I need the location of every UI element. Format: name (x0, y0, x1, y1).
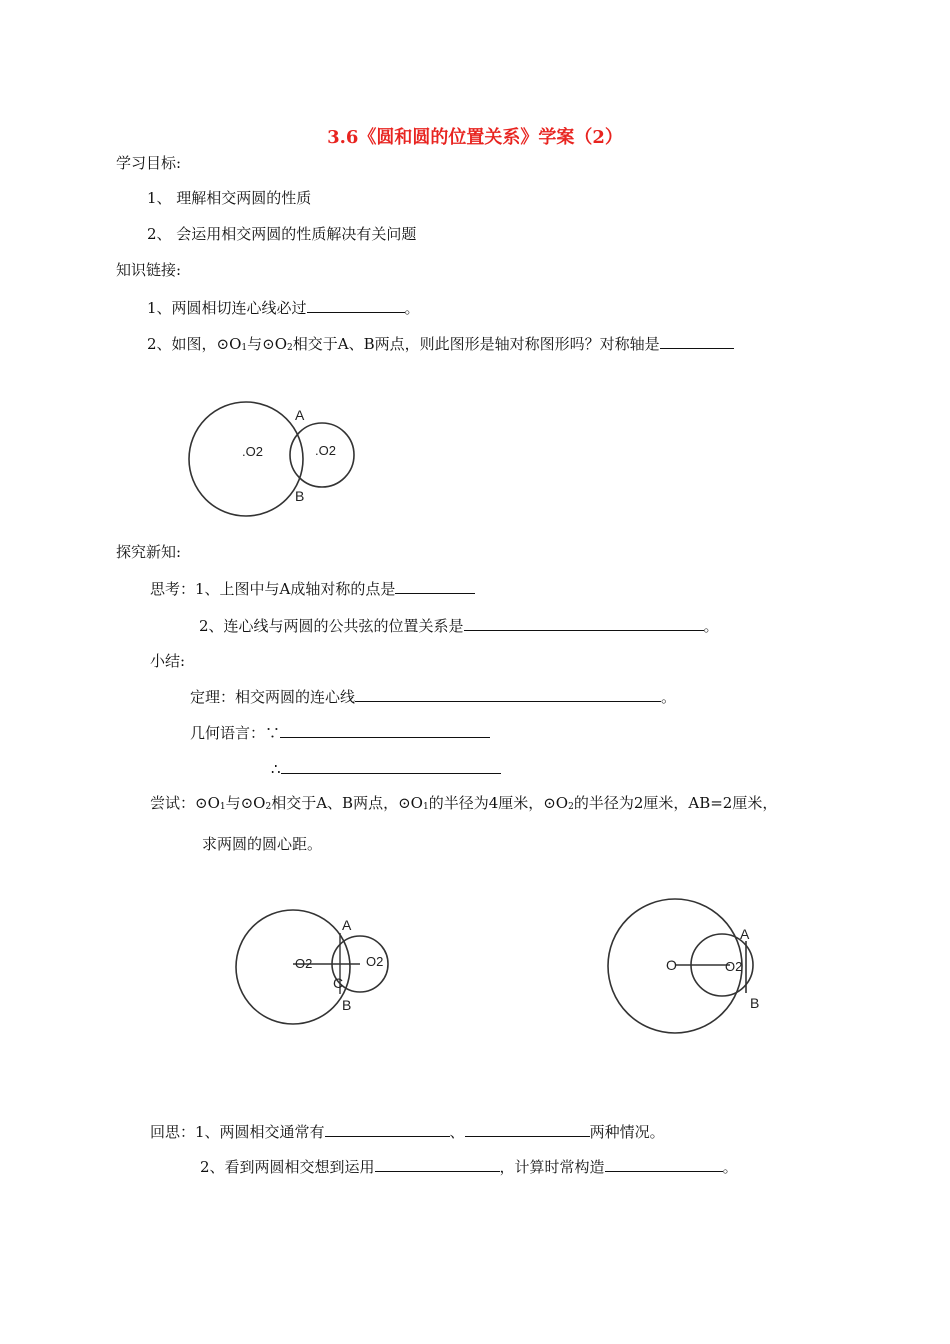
q2-subscript: 1 (241, 343, 248, 353)
goal-item-1: 1、 理解相交两圆的性质 (147, 189, 312, 207)
link-question-1 (147, 297, 420, 318)
point-b-label: B (295, 488, 305, 504)
theorem-text: 定理：相交两圆的连心线 (190, 688, 356, 706)
think2-suffix: 。 (703, 617, 719, 635)
point-b-label: B (750, 995, 760, 1011)
q2-text-b: 与⊙O (247, 335, 288, 353)
therefore-text: ∴ (271, 760, 281, 778)
try-text: 与⊙O (225, 794, 266, 812)
point-a-label: A (295, 407, 305, 423)
answer-blank[interactable] (605, 1156, 723, 1172)
center-o2-label: O2 (725, 959, 743, 974)
think-question-1 (150, 578, 475, 599)
reflect1-suffix: 两种情况。 (589, 1123, 665, 1141)
goals-heading: 学习目标: (116, 154, 182, 172)
reflect1-mid: 、 (449, 1123, 465, 1141)
point-b-label: B (342, 997, 352, 1013)
reflect1-prefix: 回思：1、两圆相交通常有 (150, 1123, 325, 1141)
try-text: 的半径为4厘米，⊙O (428, 794, 569, 812)
try-subscript: 1 (219, 802, 226, 812)
goal-item-2: 2、 会运用相交两圆的性质解决有关问题 (147, 225, 417, 243)
q2-subscript: 2 (287, 343, 293, 353)
reflect2-suffix: 。 (722, 1158, 738, 1176)
try-text: 尝试：⊙O (150, 794, 220, 812)
geo-therefore-line (271, 758, 501, 779)
q1-prefix: 1、两圆相切连心线必过 (147, 299, 307, 317)
point-a-label: A (740, 926, 750, 942)
think-question-2 (199, 615, 719, 636)
try-text: 相交于A、B两点，⊙O (271, 794, 423, 812)
q2-text-a: 2、如图，⊙O (147, 335, 242, 353)
answer-blank[interactable] (464, 615, 704, 631)
point-a-label: A (342, 917, 352, 933)
figure-intersecting-circles-3 (600, 895, 780, 1045)
theorem-suffix: 。 (661, 688, 677, 706)
answer-blank[interactable] (307, 297, 405, 313)
answer-blank[interactable] (355, 686, 661, 702)
q2-text-c: 相交于A、B两点，则此图形是轴对称图形吗？对称轴是 (292, 335, 660, 353)
point-c-label: C (333, 975, 344, 991)
reflect-line-1 (150, 1121, 665, 1142)
try-subscript: 2 (265, 802, 272, 812)
center-o1-label: O2 (295, 956, 313, 971)
center-o-label: O (666, 957, 677, 973)
reflect2-prefix: 2、看到两圆相交想到运用 (200, 1158, 375, 1176)
figure-intersecting-circles-1 (180, 395, 370, 525)
figure-intersecting-circles-2 (225, 900, 425, 1035)
q1-suffix: 。 (404, 299, 420, 317)
explore-heading: 探究新知: (116, 543, 182, 561)
summary-heading: 小结: (150, 652, 186, 670)
try-text: 的半径为2厘米，AB=2厘米， (573, 794, 778, 812)
center-o2-label: O2 (366, 954, 384, 969)
try-subscript: 2 (568, 802, 574, 812)
page-title: 3.6《圆和圆的位置关系》学案（2） (327, 127, 623, 148)
geo-because-line (190, 722, 490, 743)
think2-text: 2、连心线与两圆的公共弦的位置关系是 (199, 617, 464, 635)
answer-blank[interactable] (465, 1121, 590, 1137)
answer-blank[interactable] (280, 722, 490, 738)
center-o2-label: .O2 (315, 443, 336, 458)
reflect-line-2 (200, 1156, 738, 1177)
answer-blank[interactable] (281, 758, 501, 774)
answer-blank[interactable] (325, 1121, 450, 1137)
try-problem-line-2: 求两圆的圆心距。 (202, 835, 323, 853)
because-text: 几何语言：∵ (190, 724, 281, 742)
answer-blank[interactable] (395, 578, 475, 594)
try-subscript: 1 (422, 802, 429, 812)
answer-blank[interactable] (660, 333, 734, 349)
links-heading: 知识链接: (116, 261, 182, 279)
theorem-line (190, 686, 676, 707)
try-problem-line-1 (150, 793, 777, 817)
center-o1-label: .O2 (242, 444, 263, 459)
link-question-2 (147, 333, 734, 358)
reflect2-mid: ，计算时常构造 (499, 1158, 605, 1176)
answer-blank[interactable] (375, 1156, 500, 1172)
think1-text: 思考：1、上图中与A成轴对称的点是 (150, 580, 396, 598)
